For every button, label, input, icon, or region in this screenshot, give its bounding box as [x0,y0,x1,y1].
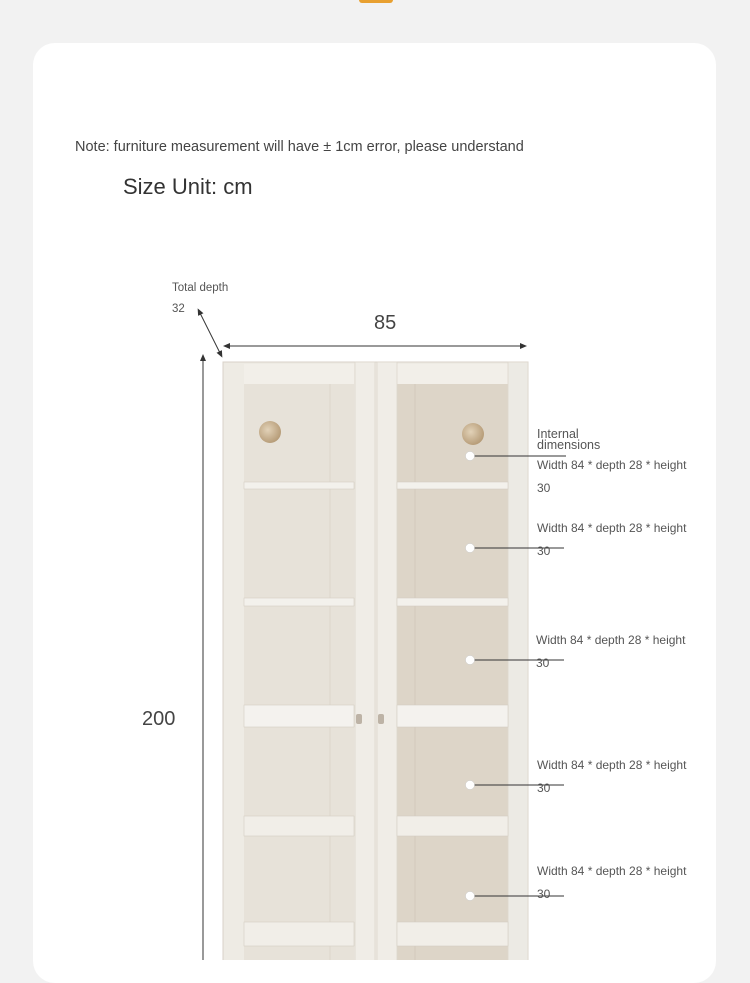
spec-line1: Width 84 * depth 28 * height [536,633,686,647]
spec-line2: 30 [536,656,550,670]
left-door-stile [355,362,375,960]
measurement-note: Note: furniture measurement will have ± 1cm error, please understand [75,139,524,155]
spec-line1: Width 84 * depth 28 * height [537,458,687,472]
right-door-handle-icon [378,714,384,724]
internal-dimensions-title: Internal dimensions [537,427,601,452]
right-knob-icon [462,423,484,445]
size-unit-heading: Size Unit: cm [123,174,253,199]
spec-line2: 30 [537,481,551,495]
internal-spec-4 [537,754,697,800]
internal-spec-1 [537,454,697,500]
spec-line1: Width 84 * depth 28 * height [537,521,687,535]
depth-arrow [199,311,221,355]
right-door-stile [377,362,397,960]
spec-line2: 30 [537,544,551,558]
width-value: 85 [374,312,397,334]
internal-spec-3 [536,629,696,675]
height-value: 200 [142,708,176,730]
left-interior [244,384,354,960]
left-knob-icon [259,421,281,443]
right-interior [397,384,508,960]
internal-spec-2 [537,517,697,563]
internal-spec-5 [537,860,697,906]
left-door-handle-icon [356,714,362,724]
spec-line1: Width 84 * depth 28 * height [537,758,687,772]
spec-line2: 30 [537,887,551,901]
total-depth-value: 32 [172,303,185,315]
spec-line1: Width 84 * depth 28 * height [537,864,687,878]
total-depth-label: Total depth [172,282,229,294]
spec-line2: 30 [537,781,551,795]
